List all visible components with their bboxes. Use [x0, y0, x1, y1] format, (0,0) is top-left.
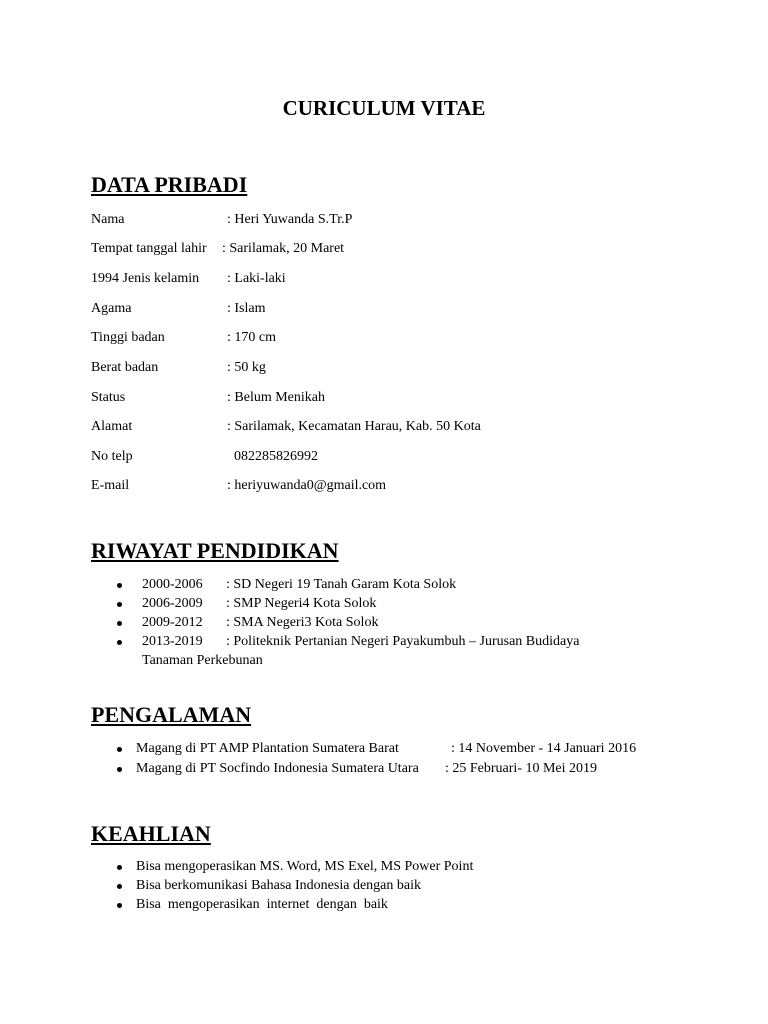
education-school: : SMP Negeri4 Kota Solok [226, 596, 377, 611]
row-value: : Heri Yuwanda S.Tr.P [227, 212, 353, 227]
section-heading-data-pribadi: DATA PRIBADI [91, 172, 248, 197]
bullet-icon [117, 583, 122, 588]
bullet-icon [117, 640, 122, 645]
bullet-icon [117, 884, 122, 889]
row-label: Status [91, 390, 126, 405]
row-label: 1994 Jenis kelamin [91, 271, 200, 286]
skill-text: Bisa mengoperasikan MS. Word, MS Exel, MS Power Point [136, 859, 474, 874]
bullet-icon [117, 903, 122, 908]
education-school: : SMA Negeri3 Kota Solok [226, 615, 379, 630]
bullet-icon [117, 602, 122, 607]
row-value: : Sarilamak, 20 Maret [222, 241, 345, 256]
row-label: E-mail [91, 478, 130, 493]
bullet-icon [117, 747, 122, 752]
experience-description: Magang di PT Socfindo Indonesia Sumatera Utara [136, 761, 419, 776]
row-value: : Laki-laki [227, 271, 286, 286]
row-label: Nama [91, 212, 125, 227]
experience-date: : 25 Februari- 10 Mei 2019 [445, 761, 598, 776]
education-school: : SD Negeri 19 Tanah Garam Kota Solok [226, 577, 457, 592]
document-title: CURICULUM VITAE [282, 96, 486, 120]
education-years: 2009-2012 [142, 615, 203, 630]
skill-text: Bisa mengoperasikan internet dengan baik [136, 897, 388, 912]
section-heading-keahlian: KEAHLIAN [91, 821, 211, 846]
row-value: : Sarilamak, Kecamatan Harau, Kab. 50 Kota [227, 419, 481, 434]
experience-description: Magang di PT AMP Plantation Sumatera Barat [136, 741, 399, 756]
row-value: : heriyuwanda0@gmail.com [227, 478, 387, 493]
row-label: Agama [91, 301, 132, 316]
bullet-icon [117, 865, 122, 870]
row-value: : 50 kg [227, 360, 266, 375]
education-school: : Politeknik Pertanian Negeri Payakumbuh – Jurusan Budidaya [226, 634, 580, 649]
skill-text: Bisa berkomunikasi Bahasa Indonesia dengan baik [136, 878, 421, 893]
section-heading-pengalaman: PENGALAMAN [91, 702, 252, 727]
row-value: : Islam [227, 301, 266, 316]
row-label: No telp [91, 449, 133, 464]
bullet-icon [117, 621, 122, 626]
row-label: Alamat [91, 419, 133, 434]
education-school-continued: Tanaman Perkebunan [142, 653, 263, 668]
section-heading-pendidikan: RIWAYAT PENDIDIKAN [91, 538, 339, 563]
education-years: 2006-2009 [142, 596, 203, 611]
row-label: Berat badan [91, 360, 159, 375]
row-value: : Belum Menikah [227, 390, 325, 405]
row-label: Tempat tanggal lahir [91, 241, 207, 256]
experience-date: : 14 November - 14 Januari 2016 [451, 741, 637, 756]
row-value: 082285826992 [227, 449, 318, 464]
bullet-icon [117, 767, 122, 772]
row-label: Tinggi badan [91, 330, 165, 345]
education-years: 2013-2019 [142, 634, 203, 649]
education-years: 2000-2006 [142, 577, 203, 592]
row-value: : 170 cm [227, 330, 276, 345]
